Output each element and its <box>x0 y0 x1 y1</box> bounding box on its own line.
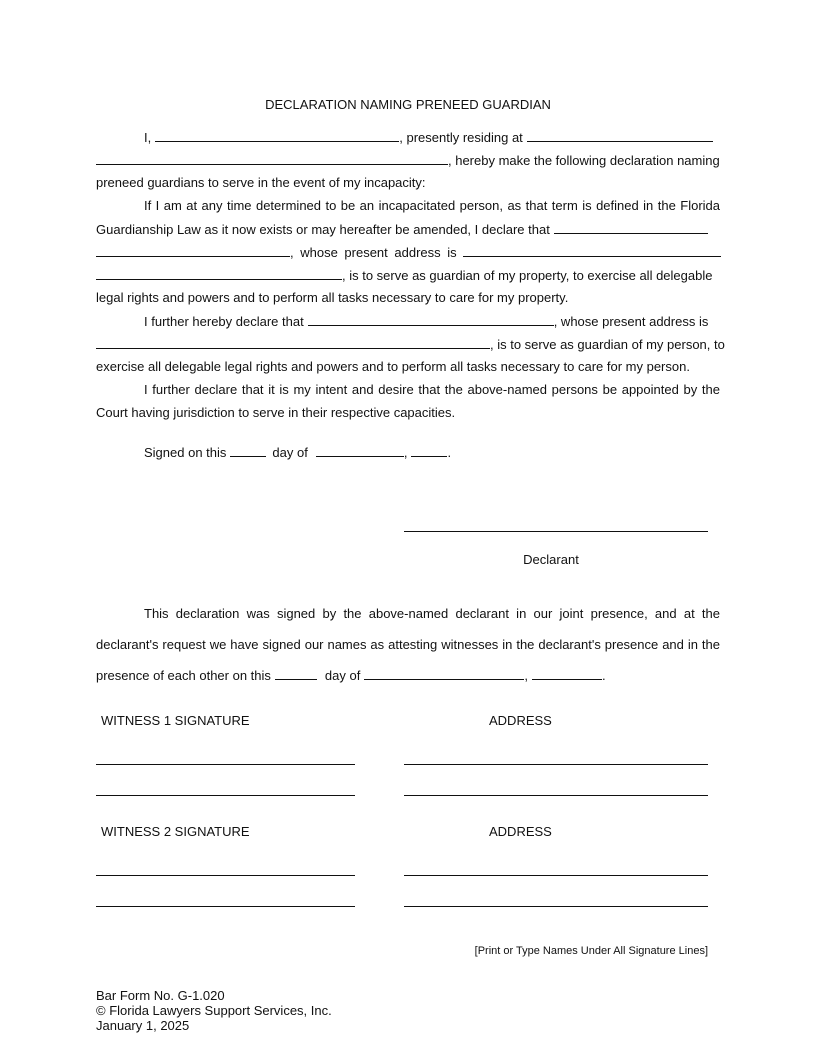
para2-line4 <box>96 267 712 284</box>
text: , <box>524 668 528 683</box>
property-guardian-name-field-1[interactable] <box>554 221 708 234</box>
witness1-address-label: ADDRESS <box>489 713 552 728</box>
signed-day-field[interactable] <box>230 444 266 457</box>
para4-line1: I further declare that it is my intent and desire that the above-named persons be appointed by the <box>144 382 720 397</box>
attest-line3 <box>96 667 606 684</box>
declarant-name-field[interactable] <box>155 129 399 142</box>
text: . <box>601 668 606 683</box>
person-guardian-name-field[interactable] <box>308 313 554 326</box>
witness2-address-line-2[interactable] <box>404 906 708 907</box>
witness1-label: WITNESS 1 SIGNATURE <box>101 713 250 728</box>
declarant-signature-line[interactable] <box>404 531 708 532</box>
text: , presently residing at <box>399 130 523 145</box>
text: . <box>447 445 452 460</box>
text: presence of each other on this <box>96 668 271 683</box>
attest-line2: declarant's request we have signed our names as attesting witnesses in the declarant's presence and in the <box>96 637 720 652</box>
residence-field-2[interactable] <box>96 152 448 165</box>
para2-line3 <box>96 244 721 261</box>
attest-month-field[interactable] <box>364 667 524 680</box>
page-title: DECLARATION NAMING PRENEED GUARDIAN <box>265 97 551 112</box>
footer-form-no: Bar Form No. G-1.020 <box>96 988 225 1003</box>
para4-line2: Court having jurisdiction to serve in their respective capacities. <box>96 405 456 420</box>
witness2-address-line-1[interactable] <box>404 875 708 876</box>
text: , whose present address is <box>290 245 457 260</box>
signed-year-field[interactable] <box>411 444 447 457</box>
witness2-name-line[interactable] <box>96 906 355 907</box>
witness1-address-line-2[interactable] <box>404 795 708 796</box>
para1-line3: preneed guardians to serve in the event of my incapacity: <box>96 175 426 190</box>
text: day of <box>272 445 308 460</box>
attest-line1: This declaration was signed by the above-named declarant in our joint presence, and at the <box>144 606 720 621</box>
para3-line3: exercise all delegable legal rights and powers and to perform all tasks necessary to care for my person. <box>96 359 690 374</box>
witness1-signature-line[interactable] <box>96 764 355 765</box>
attest-year-field[interactable] <box>532 667 602 680</box>
text: Signed on this <box>144 445 227 460</box>
witness2-signature-line[interactable] <box>96 875 355 876</box>
text: , hereby make the following declaration naming <box>448 153 720 168</box>
para3-line2 <box>96 336 725 353</box>
text: day of <box>324 668 361 683</box>
text: Guardianship Law as it now exists or may hereafter be amended, I declare that <box>96 222 550 237</box>
para1-line2 <box>96 152 720 169</box>
person-guardian-address-field[interactable] <box>96 336 490 349</box>
residence-field-1[interactable] <box>527 129 713 142</box>
witness2-address-label: ADDRESS <box>489 824 552 839</box>
witness1-name-line[interactable] <box>96 795 355 796</box>
print-note: [Print or Type Names Under All Signature Lines] <box>474 945 708 957</box>
text: , is to serve as guardian of my property, to exercise all delegable <box>342 268 713 283</box>
attest-day-field[interactable] <box>275 667 317 680</box>
property-guardian-address-field-1[interactable] <box>463 244 721 257</box>
para1-line1 <box>144 129 713 146</box>
para2-line1: If I am at any time determined to be an incapacitated person, as that term is defined in the Florida <box>144 198 720 213</box>
property-guardian-name-field-2[interactable] <box>96 244 290 257</box>
para2-line5: legal rights and powers and to perform all tasks necessary to care for my property. <box>96 290 569 305</box>
para2-line2 <box>96 221 708 238</box>
text: , whose present address is <box>553 314 709 329</box>
signed-line <box>144 444 451 461</box>
text: , <box>403 445 408 460</box>
footer-date: January 1, 2025 <box>96 1018 190 1033</box>
declarant-label: Declarant <box>523 552 579 567</box>
text: I, <box>144 130 152 145</box>
property-guardian-address-field-2[interactable] <box>96 267 342 280</box>
signed-month-field[interactable] <box>316 444 404 457</box>
witness1-address-line-1[interactable] <box>404 764 708 765</box>
footer-copyright: © Florida Lawyers Support Services, Inc. <box>96 1003 332 1018</box>
para3-line1 <box>144 313 708 330</box>
text: I further hereby declare that <box>144 314 304 329</box>
text: , is to serve as guardian of my person, to <box>490 337 725 352</box>
witness2-label: WITNESS 2 SIGNATURE <box>101 824 250 839</box>
